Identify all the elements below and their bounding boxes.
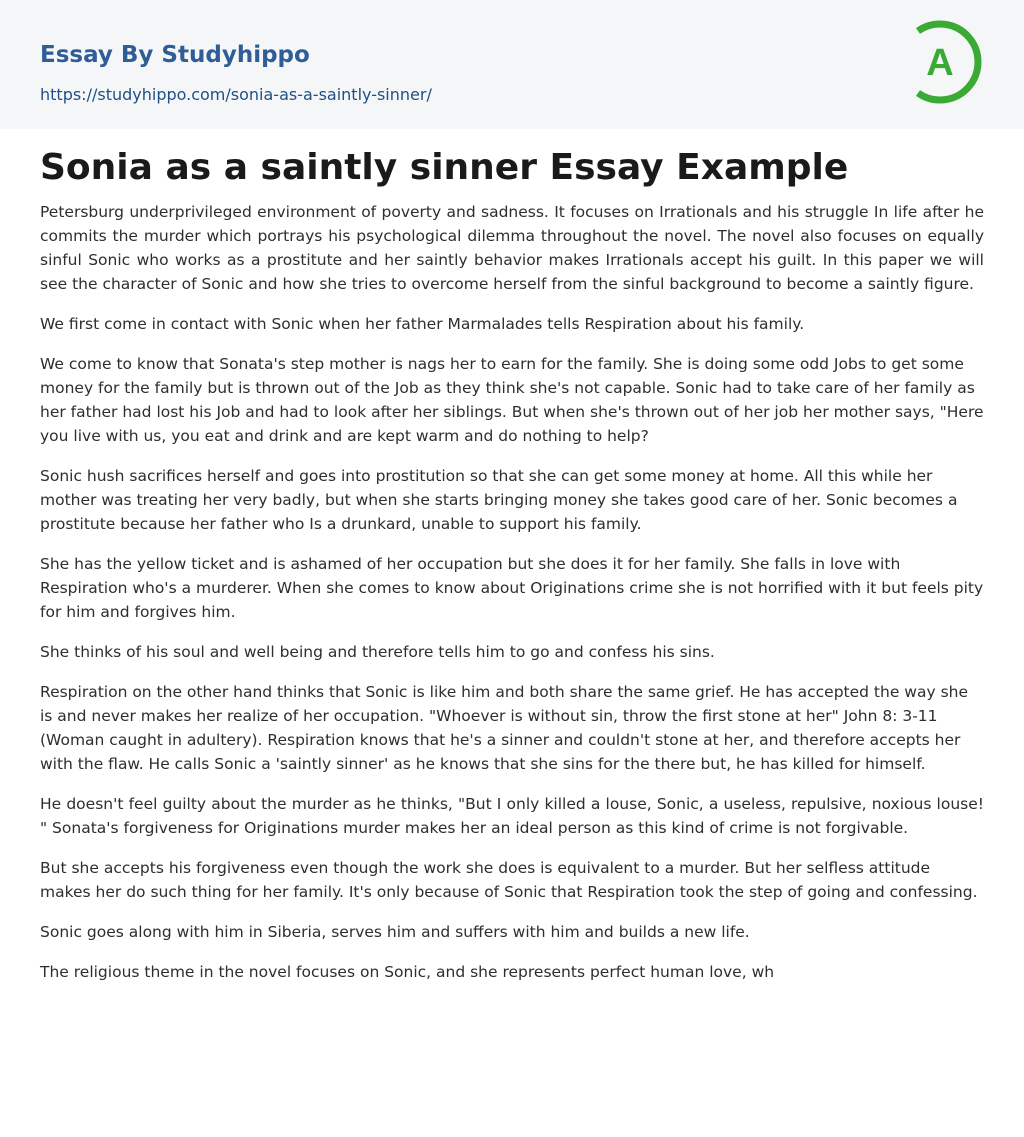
paragraph: He doesn't feel guilty about the murder as he thinks, "But I only killed a louse, Sonic, a useless, repulsive, noxious louse! " Sonata's forgiveness for Originations murder makes her an ideal person as this kind of crime is not forgivable. bbox=[40, 795, 984, 837]
paragraph: Sonic goes along with him in Siberia, serves him and suffers with him and builds a new life. bbox=[40, 923, 750, 941]
paragraph: We first come in contact with Sonic when her father Marmalades tells Respiration about his family. bbox=[40, 315, 805, 333]
paragraph: Sonic hush sacrifices herself and goes into prostitution so that she can get some money at home. All this while her mother was treating her very badly, but when she starts bringing money she takes good care of her. Sonic becomes a prostitute because her father who Is a drunkard, unable to support his family. bbox=[40, 467, 958, 533]
paragraph: We come to know that Sonata's step mother is nags her to earn for the family. She is doing some odd Jobs to get some money for the family but is thrown out of the Job as they think she's not capable. Sonic had to take care of her family as her father had lost his Job and had to look after her siblings. But when she's thrown out of her job her mother says, "Here you live with us, you eat and drink and are kept warm and do nothing to help? bbox=[40, 355, 984, 445]
paragraph: Respiration on the other hand thinks that Sonic is like him and both share the same grief. He has accepted the way she is and never makes her realize of her occupation. "Whoever is without sin, throw the first stone at her" John 8: 3-11 (Woman caught in adultery). Respiration knows that he's a sinner and couldn't stone at her, and therefore accepts her with the flaw. He calls Sonic a 'saintly sinner' as he knows that she sins for the there but, he has killed for himself. bbox=[40, 683, 969, 773]
paragraph: Petersburg underprivileged environment of poverty and sadness. It focuses on Irrationals and his struggle In life after he commits the murder which portrays his psychological dilemma throughout the novel. The novel also focuses on equally sinful Sonic who works as a prostitute and her saintly behavior makes Irrationals accept his guilt. In this paper we will see the character of Sonic and how she tries to overcome herself from the sinful background to become a saintly figure. bbox=[40, 203, 984, 293]
paragraph: But she accepts his forgiveness even though the work she does is equivalent to a murder. But her selfless attitude makes her do such thing for her family. It's only because of Sonic that Respiration took the step of going and confessing. bbox=[40, 859, 978, 901]
essay-body bbox=[40, 200, 984, 1000]
site-header bbox=[0, 0, 1024, 129]
paragraph: She thinks of his soul and well being and therefore tells him to go and confess his sins. bbox=[40, 643, 715, 661]
paragraph: She has the yellow ticket and is ashamed of her occupation but she does it for her family. She falls in love with Respiration who's a murderer. When she comes to know about Originations crime she is not horrified with it but feels pity for him and forgives him. bbox=[40, 555, 984, 621]
essay-url-link[interactable]: https://studyhippo.com/sonia-as-a-saintly-sinner/ bbox=[40, 85, 432, 104]
logo-letter: A bbox=[926, 42, 954, 84]
studyhippo-logo-icon[interactable] bbox=[908, 17, 988, 107]
paragraph: The religious theme in the novel focuses on Sonic, and she represents perfect human love, wh bbox=[40, 963, 775, 981]
page-title: Sonia as a saintly sinner Essay Example bbox=[40, 147, 849, 188]
site-brand[interactable]: Essay By Studyhippo bbox=[40, 42, 310, 68]
